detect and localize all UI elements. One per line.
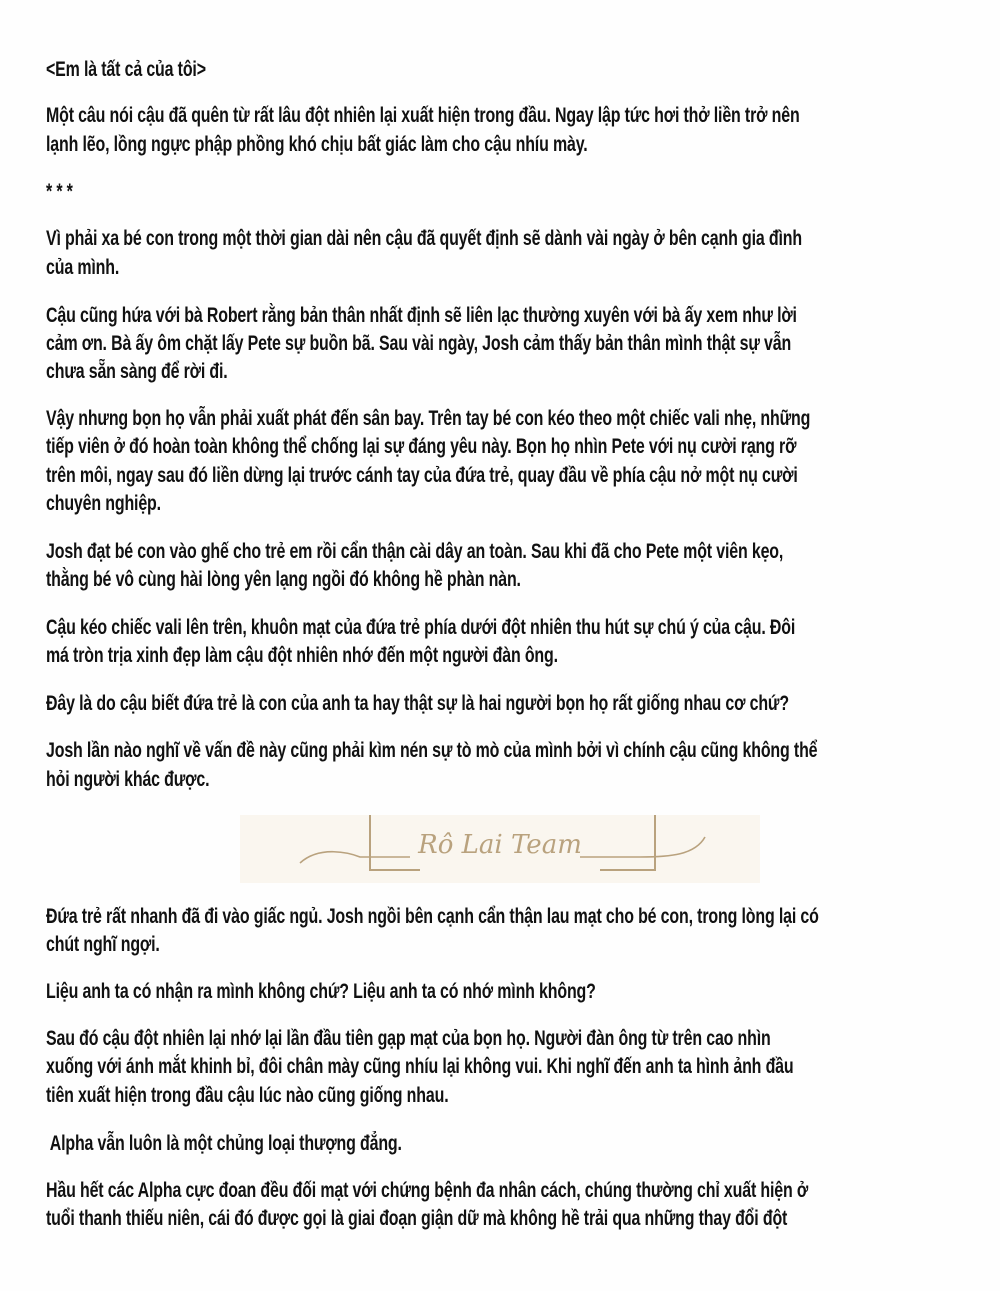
text-line: Alpha vẫn luôn là một chủng loại thượng đẳng. bbox=[46, 1132, 402, 1155]
section-separator: * * * bbox=[46, 180, 73, 203]
team-watermark-logo bbox=[240, 815, 760, 883]
text-line: má tròn trịa xinh đẹp làm cậu đột nhiên nhớ đến một người đàn ông. bbox=[46, 644, 558, 667]
text-line: hỏi người khác được. bbox=[46, 768, 210, 791]
text-line: Cậu cũng hứa với bà Robert rằng bản thân nhất định sẽ liên lạc thường xuyên với bà ấy xem như lời bbox=[46, 304, 797, 327]
text-line: tiên xuất hiện trong đầu cậu lúc nào cũng giống nhau. bbox=[46, 1084, 449, 1107]
text-line: Liệu anh ta có nhận ra mình không chứ? Liệu anh ta có nhớ mình không? bbox=[46, 980, 596, 1003]
watermark-text: Rô Lai Team bbox=[418, 830, 582, 860]
text-line: trên môi, ngay sau đó liền dừng lại trước cánh tay của đứa trẻ, quay đầu về phía cậu nở một nụ cười bbox=[46, 464, 798, 487]
text-line: Đứa trẻ rất nhanh đã đi vào giấc ngủ. Josh ngồi bên cạnh cẩn thận lau mạt cho bé con, trong lòng lại có bbox=[46, 905, 819, 928]
text-line: Đây là do cậu biết đứa trẻ là con của anh ta hay thật sự là hai người bọn họ rất giống nhau cơ chứ? bbox=[46, 692, 789, 715]
text-line: của mình. bbox=[46, 256, 120, 279]
text-line: Josh lần nào nghĩ về vấn đề này cũng phải kìm nén sự tò mò của mình bởi vì chính cậu cũng không thể bbox=[46, 739, 818, 762]
text-line: Một câu nói cậu đã quên từ rất lâu đột nhiên lại xuất hiện trong đầu. Ngay lập tức hơi thở liền trở nên bbox=[46, 104, 800, 127]
text-line: Cậu kéo chiếc vali lên trên, khuôn mạt của đứa trẻ phía dưới đột nhiên thu hút sự chú ý của cậu. Đôi bbox=[46, 616, 796, 639]
text-line: Josh đạt bé con vào ghế cho trẻ em rồi cẩn thận cài dây an toàn. Sau khi đã cho Pete một viên kẹo, bbox=[46, 540, 784, 563]
text-line: xuống với ánh mắt khinh bỉ, đôi chân mày cũng nhíu lại không vui. Khi nghĩ đến anh ta hình ảnh đầu bbox=[46, 1055, 794, 1078]
text-line: Vì phải xa bé con trong một thời gian dài nên cậu đã quyết định sẽ dành vài ngày ở bên cạnh gia đình bbox=[46, 227, 802, 250]
text-line: chưa sẵn sàng để rời đi. bbox=[46, 360, 228, 383]
text-line: tiếp viên ở đó hoàn toàn không thể chống lại sự đáng yêu này. Bọn họ nhìn Pete với nụ cười rạng rỡ bbox=[46, 435, 797, 458]
chapter-title: <Em là tất cả của tôi> bbox=[46, 58, 206, 81]
text-line: chuyên nghiệp. bbox=[46, 492, 161, 515]
text-line: Hầu hết các Alpha cực đoan đều đối mạt với chứng bệnh đa nhân cách, chúng thường chỉ xuất hiện ở bbox=[46, 1179, 809, 1202]
text-line: thằng bé vô cùng hài lòng yên lạng ngồi đó không hề phàn nàn. bbox=[46, 568, 521, 591]
text-line: chút nghĩ ngợi. bbox=[46, 933, 160, 956]
text-line: tuổi thanh thiếu niên, cái đó được gọi là giai đoạn giận dữ mà không hề trải qua những thay đổi đột bbox=[46, 1207, 788, 1230]
text-line: lạnh lẽo, lồng ngực phập phồng khó chịu bất giác làm cho cậu nhíu mày. bbox=[46, 133, 588, 156]
text-line: cảm ơn. Bà ấy ôm chặt lấy Pete sự buồn bã. Sau vài ngày, Josh cảm thấy bản thân mình thật sự vẫn bbox=[46, 332, 792, 355]
text-line: Vậy nhưng bọn họ vẫn phải xuất phát đến sân bay. Trên tay bé con kéo theo một chiếc vali nhẹ, những bbox=[46, 407, 811, 430]
text-line: Sau đó cậu đột nhiên lại nhớ lại lần đầu tiên gạp mạt của bọn họ. Người đàn ông từ trên cao nhìn bbox=[46, 1027, 771, 1050]
